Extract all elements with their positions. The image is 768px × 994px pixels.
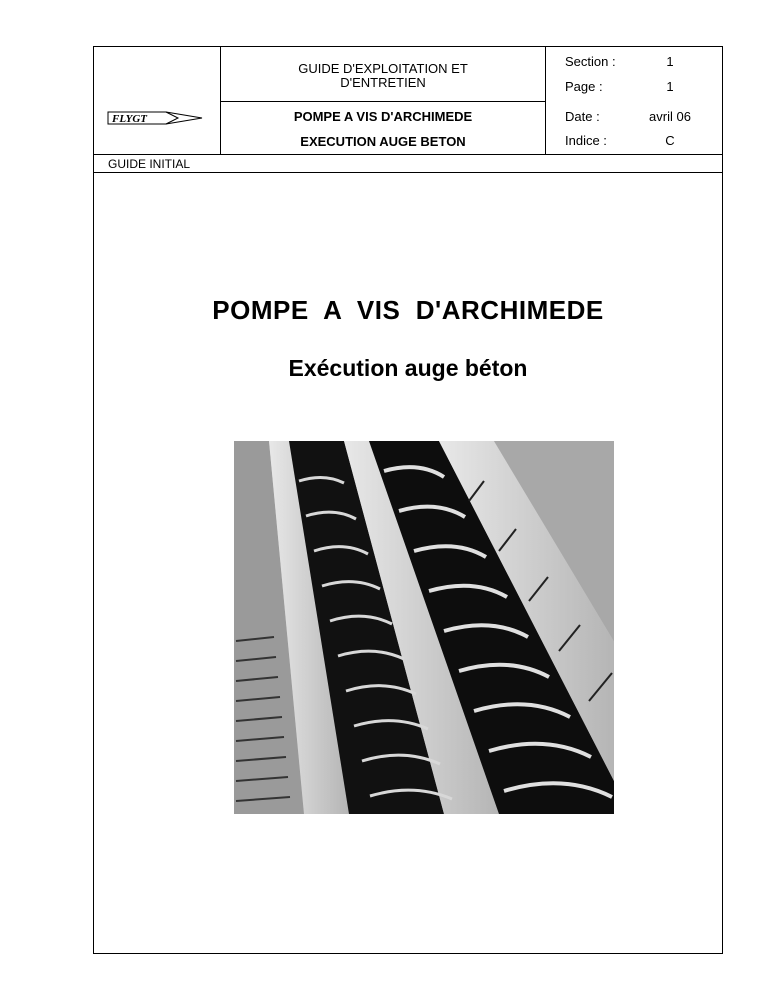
guide-type: GUIDE INITIAL xyxy=(108,157,191,171)
logo-text: FLYGT xyxy=(112,113,148,125)
page-subtitle: Exécution auge béton xyxy=(288,355,528,381)
indice-label: Indice : xyxy=(565,133,607,148)
execution-name: EXECUTION AUGE BETON xyxy=(300,134,466,149)
header-divider-fields xyxy=(545,46,546,154)
section-value: 1 xyxy=(666,54,674,69)
header-divider-title xyxy=(220,101,546,102)
date-value: avril 06 xyxy=(649,109,691,124)
guide-title-line1: GUIDE D'EXPLOITATION ET xyxy=(298,61,468,76)
archimedes-screw-pump-photo xyxy=(234,441,614,814)
date-label: Date : xyxy=(565,109,600,124)
guide-title-line2: D'ENTRETIEN xyxy=(340,75,426,90)
flygt-logo-icon xyxy=(106,106,206,130)
section-label: Section : xyxy=(565,54,616,69)
product-name: POMPE A VIS D'ARCHIMEDE xyxy=(293,109,473,124)
page-value: 1 xyxy=(666,79,674,94)
page-title: POMPE A VIS D'ARCHIMEDE xyxy=(212,295,604,325)
guide-type-line xyxy=(93,172,723,173)
header-bottom-line xyxy=(93,154,723,155)
page-label: Page : xyxy=(565,79,603,94)
indice-value: C xyxy=(665,133,675,148)
